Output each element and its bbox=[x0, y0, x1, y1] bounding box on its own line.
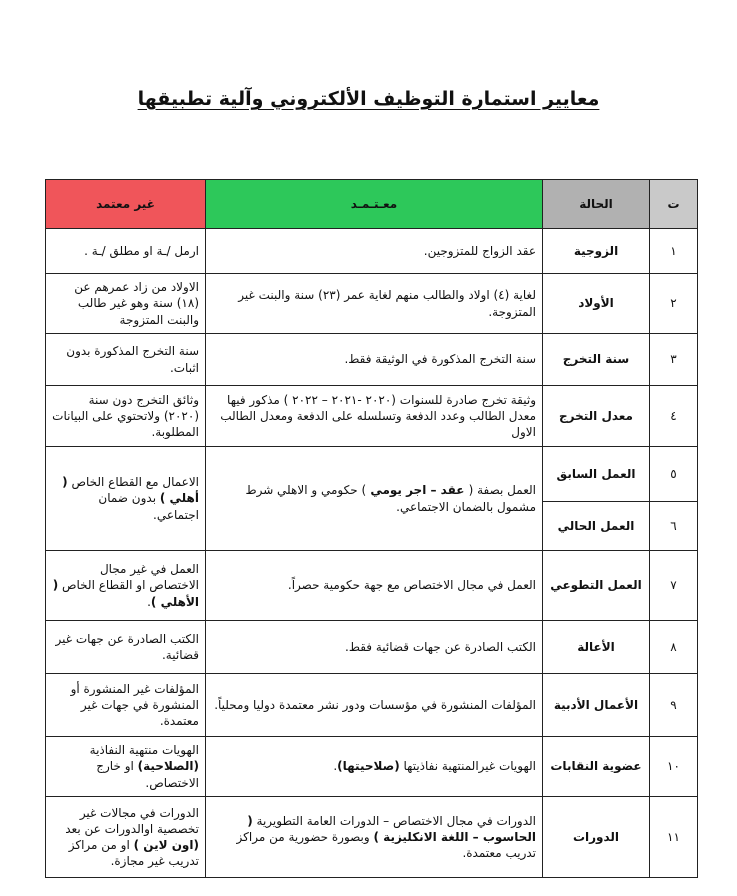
header-not-approved: غير معتمد bbox=[46, 180, 206, 229]
not-approved-text-bold: (اون لاين ) bbox=[133, 838, 199, 852]
table-row bbox=[46, 447, 698, 502]
row-not-approved bbox=[46, 797, 206, 878]
not-approved-text-start: الاعمال مع القطاع الخاص bbox=[67, 475, 199, 490]
row-approved bbox=[206, 447, 543, 551]
row-number: ٦ bbox=[650, 502, 698, 551]
row-number: ٢ bbox=[650, 274, 698, 334]
table-row bbox=[46, 386, 698, 447]
table-row bbox=[46, 737, 698, 797]
row-number: ١٠ bbox=[650, 737, 698, 797]
not-approved-text-bold: (الصلاحية) bbox=[137, 759, 199, 774]
header-case: الحالة bbox=[543, 180, 650, 229]
table-header-row bbox=[46, 180, 698, 229]
row-number: ١١ bbox=[650, 797, 698, 878]
table-row bbox=[46, 674, 698, 737]
table-row bbox=[46, 274, 698, 334]
not-approved-text-start: الهويات منتهية النفاذية bbox=[89, 743, 199, 758]
row-number: ٣ bbox=[650, 334, 698, 386]
row-approved: عقد الزواج للمتزوجين. bbox=[206, 229, 543, 274]
approved-text-start: الهويات غيرالمنتهية نفاذيتها bbox=[399, 759, 536, 774]
row-case: العمل التطوعي bbox=[543, 551, 650, 621]
row-not-approved: الكتب الصادرة عن جهات غير قضائية. bbox=[46, 621, 206, 674]
not-approved-text-end: بدون ضمان اجتماعي. bbox=[98, 491, 199, 522]
row-number: ٨ bbox=[650, 621, 698, 674]
row-not-approved: وثائق التخرج دون سنة (٢٠٢٠) ولاتحتوي على البيانات المطلوبة. bbox=[46, 386, 206, 447]
row-approved bbox=[206, 797, 543, 878]
row-number: ١ bbox=[650, 229, 698, 274]
row-number: ٤ bbox=[650, 386, 698, 447]
row-approved bbox=[206, 737, 543, 797]
row-approved: لغاية (٤) اولاد والطالب منهم لغاية عمر (٢٣) سنة والبنت غير المتزوجة. bbox=[206, 274, 543, 334]
row-approved: سنة التخرج المذكورة في الوثيقة فقط. bbox=[206, 334, 543, 386]
header-approved: معـتـمـد bbox=[206, 180, 543, 229]
row-not-approved bbox=[46, 737, 206, 797]
row-case: الأعمال الأدبية bbox=[543, 674, 650, 737]
row-case: عضوية النقابات bbox=[543, 737, 650, 797]
table-row bbox=[46, 797, 698, 878]
row-case: سنة التخرج bbox=[543, 334, 650, 386]
not-approved-text-end: او من مراكز تدريب غير مجازة. bbox=[68, 838, 199, 869]
row-not-approved: ارمل /ـة او مطلق /ـة . bbox=[46, 229, 206, 274]
not-approved-text-bold: ( أهلي ) bbox=[62, 475, 199, 506]
row-approved: المؤلفات المنشورة في مؤسسات ودور نشر معتمدة دوليا ومحلياً. bbox=[206, 674, 543, 737]
approved-text-start: الدورات في مجال الاختصاص – الدورات العامة التطويرية bbox=[252, 813, 536, 828]
not-approved-text-end: او خارج الاختصاص. bbox=[96, 759, 199, 790]
row-case: الدورات bbox=[543, 797, 650, 878]
row-not-approved bbox=[46, 447, 206, 551]
row-not-approved: المؤلفات غير المنشورة أو المنشورة في جهات غير معتمدة. bbox=[46, 674, 206, 737]
approved-text-end: ) حكومي و الاهلي شرط مشمول بالضمان الاجتماعي. bbox=[245, 483, 536, 514]
row-not-approved: الاولاد من زاد عمرهم عن (١٨) سنة وهو غير طالب والبنت المتزوجة bbox=[46, 274, 206, 334]
approved-text-bold: عقد – اجر يومي bbox=[366, 483, 469, 498]
row-case: معدل التخرج bbox=[543, 386, 650, 447]
row-number: ٧ bbox=[650, 551, 698, 621]
row-case: الأعالة bbox=[543, 621, 650, 674]
approved-text-end: . bbox=[333, 759, 338, 774]
not-approved-text-end: . bbox=[147, 594, 151, 609]
header-num: ت bbox=[650, 180, 698, 229]
approved-text-bold: ( الحاسوب – اللغة الانكليزية ) bbox=[247, 813, 536, 844]
not-approved-text-bold: ( الأهلي ) bbox=[52, 578, 199, 609]
row-case: العمل السابق bbox=[543, 447, 650, 502]
table-row bbox=[46, 551, 698, 621]
row-approved: وثيقة تخرج صادرة للسنوات (٢٠٢٠ -٢٠٢١ – ٢٠٢٢ ) مذكور فيها معدل الطالب وعدد الدفعة وتسلسله على الدفعة ومعدل الطالب الاول bbox=[206, 386, 543, 447]
row-approved: الكتب الصادرة عن جهات قضائية فقط. bbox=[206, 621, 543, 674]
table-row bbox=[46, 229, 698, 274]
not-approved-text-start: الدورات في مجالات غير تخصصية اوالدورات عن بعد bbox=[65, 805, 199, 836]
row-case: الزوجية bbox=[543, 229, 650, 274]
row-case: العمل الحالي bbox=[543, 502, 650, 551]
row-number: ٩ bbox=[650, 674, 698, 737]
row-number: ٥ bbox=[650, 447, 698, 502]
row-approved: العمل في مجال الاختصاص مع جهة حكومية حصراً. bbox=[206, 551, 543, 621]
table-row bbox=[46, 621, 698, 674]
criteria-table bbox=[45, 179, 698, 878]
row-not-approved bbox=[46, 551, 206, 621]
approved-text-start: العمل بصفة ( bbox=[468, 483, 536, 498]
row-case: الأولاد bbox=[543, 274, 650, 334]
not-approved-text-start: العمل في غير مجال الاختصاص او القطاع الخاص bbox=[58, 562, 199, 593]
table-row bbox=[46, 334, 698, 386]
row-not-approved: سنة التخرج المذكورة بدون اثبات. bbox=[46, 334, 206, 386]
page-title: معايير استمارة التوظيف الألكتروني وآلية تطبيقها bbox=[137, 88, 600, 110]
approved-text-end: وبصورة حضورية من مراكز تدريب معتمدة. bbox=[236, 829, 536, 861]
approved-text-bold: (صلاحيتها) bbox=[337, 759, 400, 774]
